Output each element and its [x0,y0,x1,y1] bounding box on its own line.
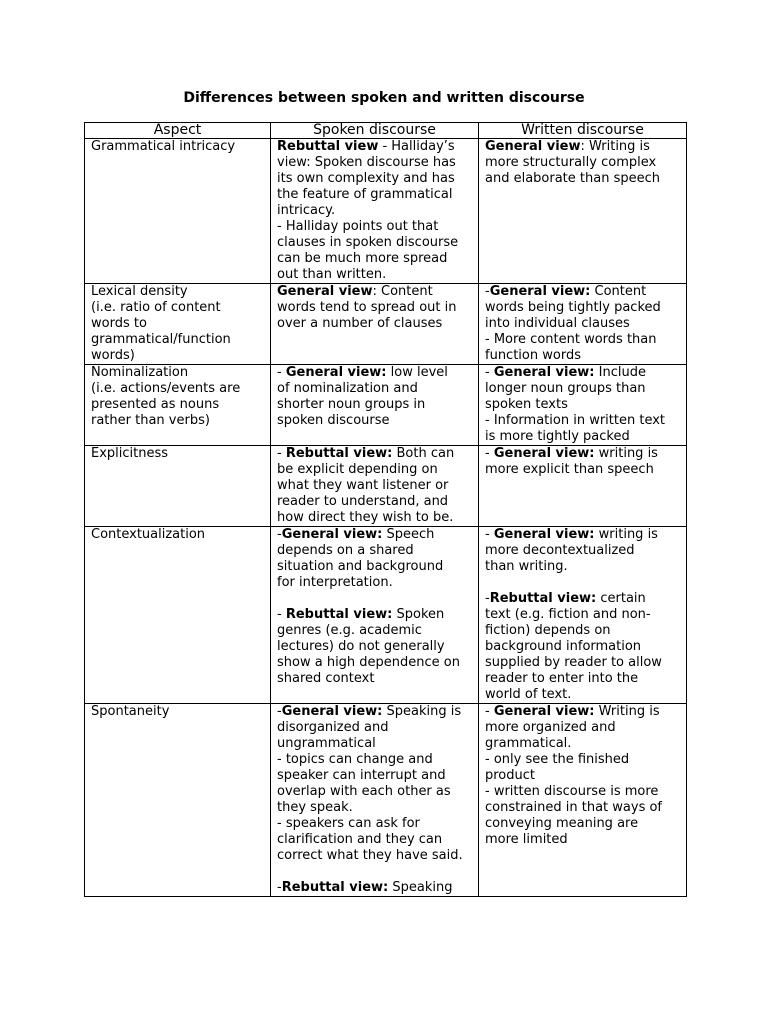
cell-text-line: more limited [485,832,568,847]
view-label: General view: [493,446,595,461]
cell-text-line: - speakers can ask for [277,816,420,831]
cell-text-line: supplied by reader to allow [485,655,662,670]
aspect-text: (i.e. actions/events are [91,381,241,396]
cell-text-line: lectures) do not generally [277,639,445,654]
view-label: Rebuttal view: [489,591,597,606]
table-row [85,446,687,527]
cell-text-line: conveying meaning are [485,816,639,831]
cell-text-line [485,575,682,591]
cell-text-line: intricacy. [277,203,336,218]
cell-text-line: ungrammatical [277,736,376,751]
aspect-text: Explicitness [91,446,169,461]
header-aspect: Aspect [85,123,271,139]
cell-text-line: into individual clauses [485,316,630,331]
cell-text-line: is more tightly packed [485,429,630,444]
cell-text-line: function words [485,348,581,363]
view-label: General view: [281,527,383,542]
cell-text-line: -General view: Speaking is [277,704,462,719]
written-discourse-cell [479,139,687,284]
aspect-text: (i.e. ratio of content [91,300,221,315]
cell-text-line: be explicit depending on [277,462,438,477]
cell-text-line: can be much more spread [277,251,448,266]
aspect-text: Spontaneity [91,704,170,719]
cell-text-line: - Rebuttal view: Spoken [277,607,445,622]
cell-text-line: correct what they have said. [277,848,463,863]
cell-text-line: - More content words than [485,332,657,347]
aspect-text: words to [91,316,147,331]
aspect-text: rather than verbs) [91,413,210,428]
cell-text-line: shorter noun groups in [277,397,426,412]
cell-text-line: show a high dependence on [277,655,461,670]
aspect-cell [85,527,271,704]
cell-text-line: - General view: writing is [485,527,658,542]
aspect-text: Contextualization [91,527,206,542]
cell-text-line: fiction) depends on [485,623,611,638]
cell-text-line: what they want listener or [277,478,449,493]
cell-text-line: reader to understand, and [277,494,449,509]
cell-text-line: - topics can change and [277,752,433,767]
spoken-discourse-cell [271,365,479,446]
spoken-discourse-cell [271,284,479,365]
aspect-cell [85,704,271,897]
table-row [85,365,687,446]
view-label: General view [485,139,581,154]
cell-text-line: - Halliday points out that [277,219,439,234]
cell-text-line: situation and background [277,559,444,574]
cell-text-line: genres (e.g. academic [277,623,422,638]
cell-text-line: -Rebuttal view: Speaking [277,880,453,895]
cell-text-line: disorganized and [277,720,389,735]
aspect-text: Grammatical intricacy [91,139,236,154]
table-row [85,284,687,365]
cell-text-line: shared context [277,671,375,686]
cell-text-line: background information [485,639,642,654]
cell-text-line: words tend to spread out in [277,300,457,315]
cell-text-line [277,864,474,880]
written-discourse-cell [479,365,687,446]
cell-text-line: -Rebuttal view: certain [485,591,646,606]
view-label: General view: [489,284,591,299]
cell-text-line: the feature of grammatical [277,187,453,202]
cell-text-line: more organized and [485,720,616,735]
cell-text-line: more structurally complex [485,155,657,170]
cell-text-line: - General view: Writing is [485,704,660,719]
cell-text-line: clauses in spoken discourse [277,235,459,250]
cell-text-line: and elaborate than speech [485,171,660,186]
view-label: Rebuttal view: [285,446,393,461]
spoken-discourse-cell [271,446,479,527]
aspect-text: grammatical/function [91,332,231,347]
cell-text-line: General view: Writing is [485,139,650,154]
cell-text-line: world of text. [485,687,572,702]
cell-text-line: grammatical. [485,736,572,751]
aspect-cell [85,446,271,527]
cell-text-line: Rebuttal view - Halliday’s [277,139,455,154]
cell-text-line: more decontextualized [485,543,635,558]
cell-text-line: - General view: Include [485,365,646,380]
aspect-text: presented as nouns [91,397,220,412]
cell-text-line: of nominalization and [277,381,418,396]
cell-text-line: depends on a shared [277,543,414,558]
written-discourse-cell [479,446,687,527]
cell-text-line: constrained in that ways of [485,800,662,815]
table-row [85,527,687,704]
spoken-discourse-cell [271,139,479,284]
header-written-discourse: Written discourse [479,123,687,139]
aspect-cell [85,284,271,365]
view-label: General view: [493,527,595,542]
cell-text-line: - written discourse is more [485,784,659,799]
cell-text-line: - only see the finished [485,752,630,767]
cell-text-line: - Information in written text [485,413,666,428]
view-label: General view [277,284,373,299]
spoken-discourse-cell [271,704,479,897]
cell-text-line: over a number of clauses [277,316,443,331]
cell-text-line: spoken discourse [277,413,390,428]
cell-text-line: speaker can interrupt and [277,768,446,783]
spoken-discourse-cell [271,527,479,704]
header-spoken-discourse: Spoken discourse [271,123,479,139]
cell-text-line: longer noun groups than [485,381,646,396]
cell-text-line: than writing. [485,559,568,574]
cell-text-line: out than written. [277,267,387,282]
aspect-cell [85,365,271,446]
aspect-text: Nominalization [91,365,189,380]
table-row [85,704,687,897]
cell-text-line: -General view: Content [485,284,647,299]
cell-text-line: they speak. [277,800,353,815]
view-label: Rebuttal view: [285,607,393,622]
view-label: Rebuttal view: [281,880,389,895]
view-label: General view: [281,704,383,719]
written-discourse-cell [479,284,687,365]
view-label: Rebuttal view [277,139,379,154]
cell-text-line: its own complexity and has [277,171,455,186]
cell-text-line: more explicit than speech [485,462,654,477]
cell-text-line: for interpretation. [277,575,393,590]
cell-text-line: spoken texts [485,397,568,412]
cell-text-line: - General view: low level [277,365,448,380]
cell-text-line: product [485,768,536,783]
cell-text-line: view: Spoken discourse has [277,155,456,170]
aspect-cell [85,139,271,284]
cell-text-line: overlap with each other as [277,784,451,799]
written-discourse-cell [479,527,687,704]
cell-text-line: - General view: writing is [485,446,658,461]
table-header-row [85,123,687,139]
aspect-text: Lexical density [91,284,188,299]
written-discourse-cell [479,704,687,897]
view-label: General view: [493,704,595,719]
table-row [85,139,687,284]
cell-text-line: clarification and they can [277,832,443,847]
cell-text-line: General view: Content [277,284,433,299]
cell-text-line: - Rebuttal view: Both can [277,446,455,461]
cell-text-line: reader to enter into the [485,671,639,686]
cell-text-line: words being tightly packed [485,300,661,315]
table-body [85,139,687,897]
cell-text-line: text (e.g. fiction and non- [485,607,651,622]
comparison-table [84,122,687,897]
view-label: General view: [285,365,387,380]
cell-text-line: how direct they wish to be. [277,510,454,525]
aspect-text: words) [91,348,135,363]
cell-text-line [277,591,474,607]
view-label: General view: [493,365,595,380]
document-title: Differences between spoken and written discourse [183,90,585,106]
cell-text-line: -General view: Speech [277,527,435,542]
